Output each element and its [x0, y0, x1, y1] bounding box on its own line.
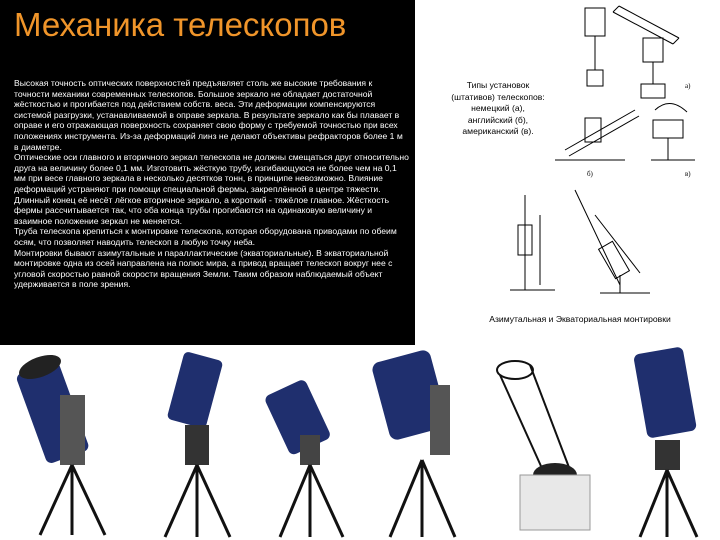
label-b: б)	[587, 170, 593, 178]
telescope-photo-1	[0, 345, 120, 540]
telescope-photo-4	[360, 345, 475, 540]
telescope-photo-2	[135, 345, 255, 540]
paragraph-1: Высокая точность оптических поверхностей предъявляет столь же высокие требования к точности механики современных телескопов. Большое зеркало не обладает достаточной жёсткостью и прогибается под действием собств. веса. Эти деформации компенсируются системой разгрузки, устанавливаемой в оправе зеркала. В результате зеркало как бы плавает в оправе и его отражающая поверхность сохраняет свою форму с требуемой точностью при всех положениях инструмента. Из-за деформаций линз не делают объективы рефракторов более 1 м в диаметре.	[14, 78, 403, 152]
telescope-photos	[0, 345, 720, 540]
label-c: в)	[685, 170, 691, 178]
paragraph-4: Монтировки бывают азимутальные и параллактические (экваториальные). В экваториальной монтировке одна из осей направлена на полюс мира, а привод вращает телескоп вокруг нее с угловой скоростью равной скорости вращения Земли. Таким образом наблюдаемый объект удерживается в поле зрения.	[14, 247, 393, 290]
dobsonian-photo	[475, 345, 605, 540]
label-a: а)	[685, 82, 691, 90]
telescope-photo-3	[245, 345, 360, 540]
mount-drawings	[555, 0, 720, 190]
mount-types-caption: Типы установок (штативов) телескопов: немецкий (а), английский (б), американский (в).	[451, 80, 545, 136]
body-text	[14, 78, 409, 290]
az-eq-caption: Азимутальная и Экваториальная монтировки	[489, 314, 671, 324]
paragraph-2: Оптические оси главного и вторичного зеркал телескопа не должны смещаться друг относительно друга на величину более 0,1 мм. Изготовить жёсткую трубу, изгибающуюся не более чем на 0,1 мм при весе главного зеркала в несколько десятков тонн, в принципе невозможно. Влияние деформаций устраняют при помощи специальной фермы, закреплённой в центре тяжести. Длинный конец её несёт лёгкое вторичное зеркало, а короткий - тяжёлое главное. Жёсткость фермы рассчитывается так, что оба конца трубы прогибаются на одинаковую величину и взаимное положение зеркал не меняется.	[14, 152, 409, 226]
page-title: Механика телескопов	[14, 6, 347, 43]
paragraph-3: Труба телескопа крепиться к монтировке телескопа, которая оборудована приводами по обеим осям, что позволяет наводить телескоп в любую точку неба.	[14, 226, 397, 247]
az-eq-drawings	[500, 185, 660, 310]
telescope-photo-6	[605, 345, 720, 540]
